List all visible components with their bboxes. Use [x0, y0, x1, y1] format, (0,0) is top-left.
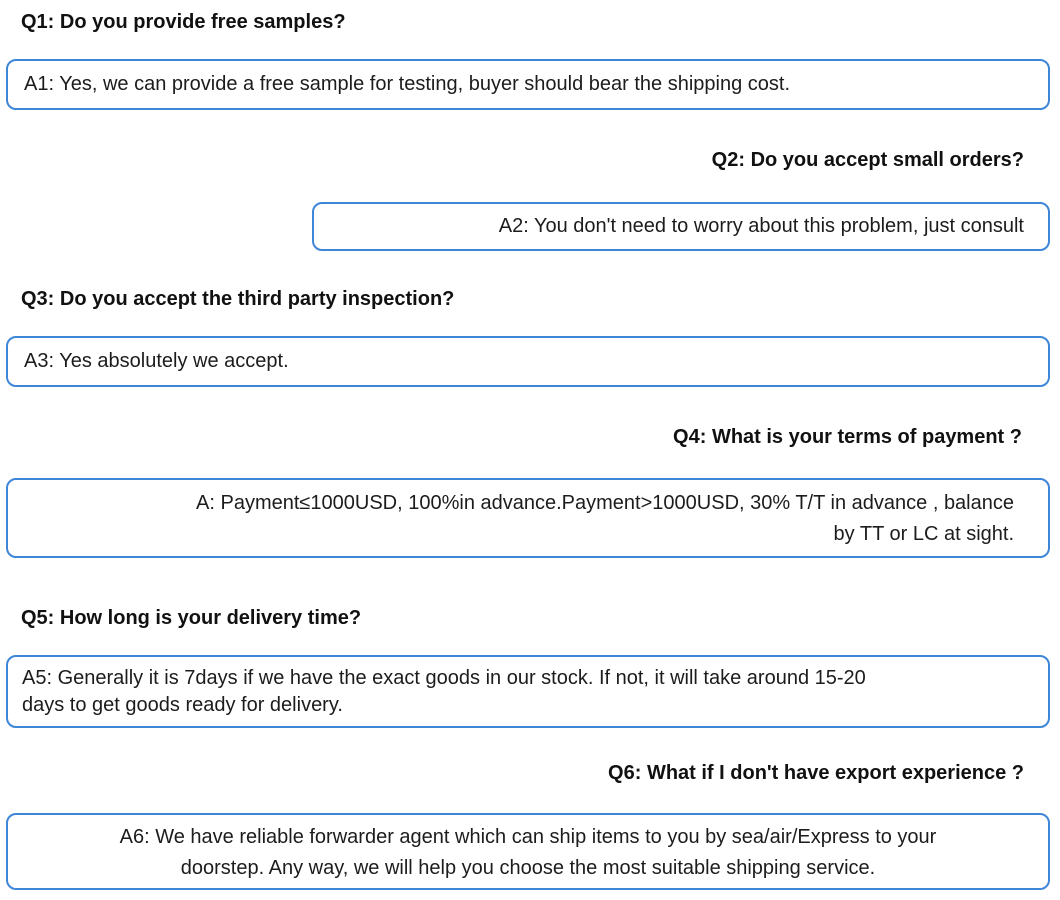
question-q5: Q5: How long is your delivery time?: [21, 607, 362, 629]
answer-box-a4: [6, 478, 1050, 558]
answer-a4-line1: A: Payment≤1000USD, 100%in advance.Payment>1000USD, 30% T/T in advance , balance: [196, 492, 1014, 514]
answer-a5-line1: A5: Generally it is 7days if we have the exact goods in our stock. If not, it will take around 15-20: [22, 667, 866, 689]
question-q4: Q4: What is your terms of payment ?: [673, 426, 1022, 448]
answer-a1-text: A1: Yes, we can provide a free sample for testing, buyer should bear the shipping cost.: [24, 73, 791, 95]
question-q6: Q6: What if I don't have export experience ?: [608, 762, 1024, 784]
question-q3: Q3: Do you accept the third party inspection?: [21, 288, 455, 310]
answer-a2-text: A2: You don't need to worry about this problem, just consult: [498, 215, 1024, 237]
answer-box-a6: [6, 813, 1050, 890]
answer-a6-line2: doorstep. Any way, we will help you choose the most suitable shipping service.: [180, 857, 876, 879]
question-q2: Q2: Do you accept small orders?: [711, 149, 1024, 171]
answer-box-a5: [6, 655, 1050, 728]
answer-box-a2: [312, 202, 1050, 251]
answer-a6-line1: A6: We have reliable forwarder agent which can ship items to you by sea/air/Express to your: [119, 826, 937, 848]
answer-a3-text: A3: Yes absolutely we accept.: [24, 350, 289, 372]
answer-a5-line2: days to get goods ready for delivery.: [22, 694, 343, 716]
answer-box-a1: [6, 59, 1050, 110]
answer-box-a3: [6, 336, 1050, 387]
answer-a4-line2: by TT or LC at sight.: [833, 523, 1014, 545]
question-q1: Q1: Do you provide free samples?: [21, 11, 346, 33]
